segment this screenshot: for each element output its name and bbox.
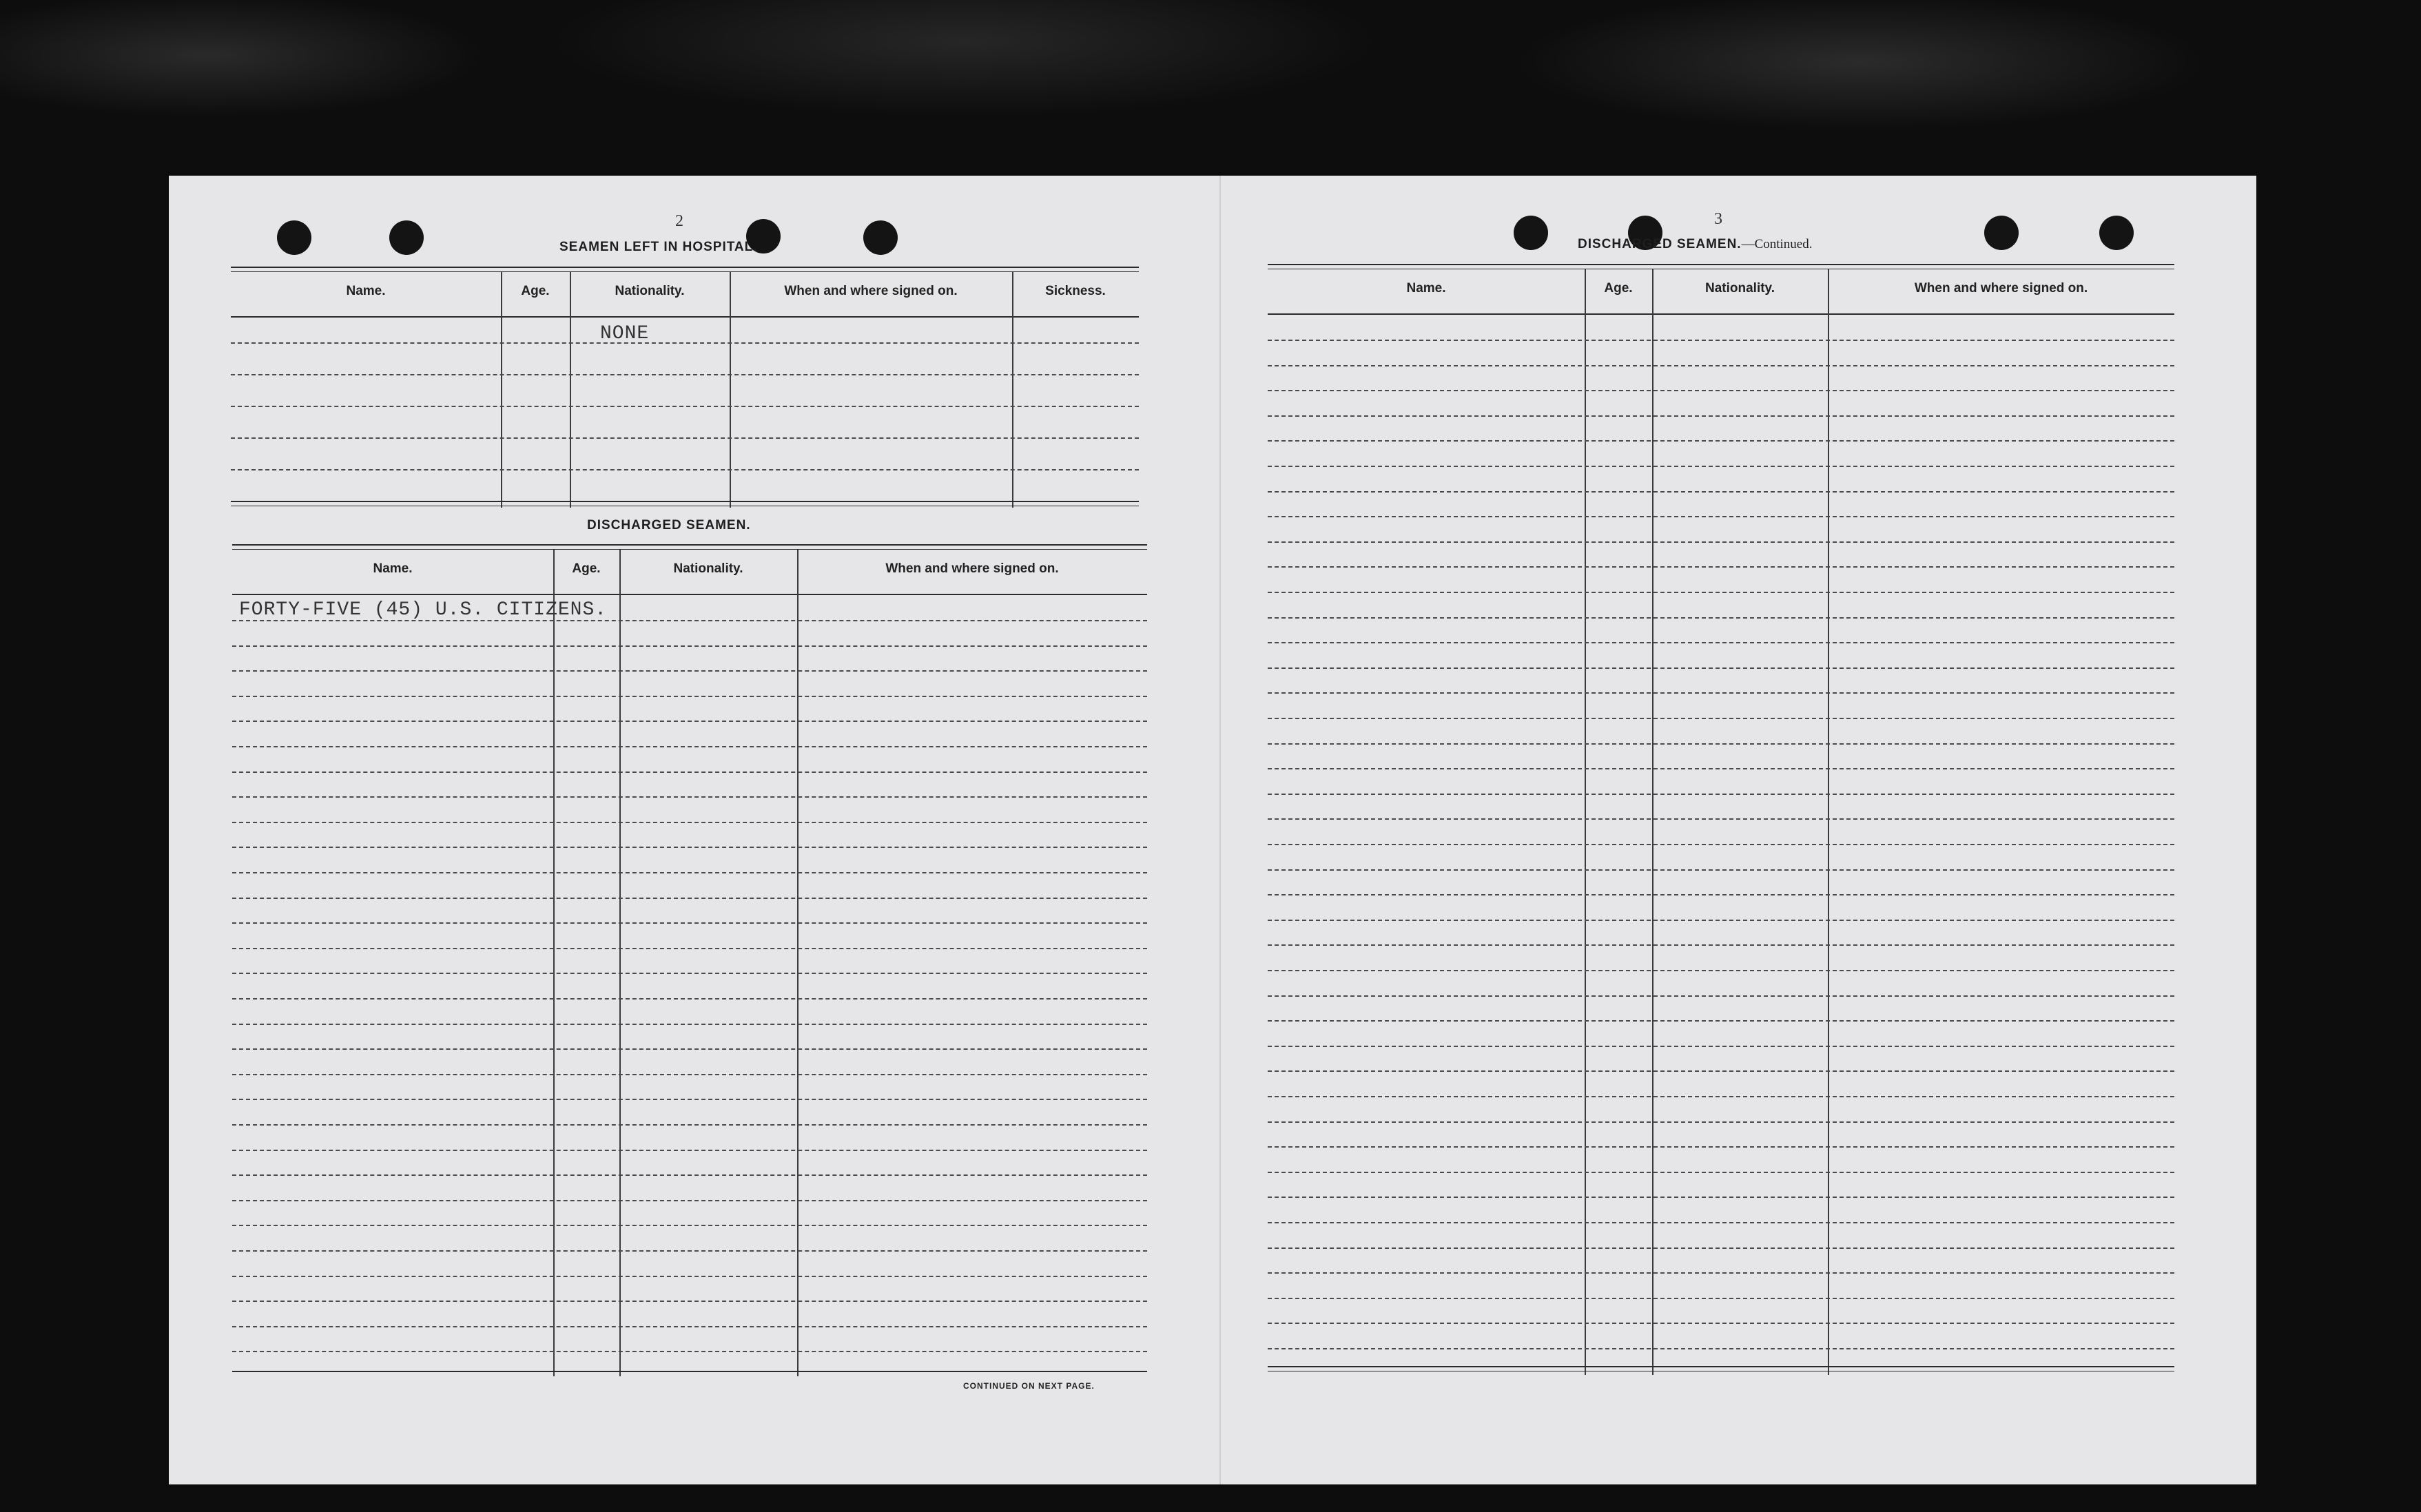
ruled-line <box>1268 1323 2174 1324</box>
ruled-line <box>232 721 1147 722</box>
ruled-line <box>1268 390 2174 391</box>
ruled-line <box>232 1276 1147 1277</box>
ruled-line <box>232 1351 1147 1352</box>
ruled-line <box>1268 1298 2174 1299</box>
ruled-line <box>1268 1272 2174 1274</box>
ruled-line <box>232 1225 1147 1226</box>
discharged-entry: FORTY-FIVE (45) U.S. CITIZENS. <box>239 599 608 621</box>
ruled-line <box>1268 642 2174 643</box>
ruled-line <box>1268 1070 2174 1072</box>
ruled-line <box>1268 541 2174 543</box>
ruled-line <box>1268 1348 2174 1349</box>
ruled-line <box>232 1301 1147 1302</box>
ruled-line <box>1268 768 2174 769</box>
ruled-line <box>1268 1096 2174 1097</box>
ruled-line <box>1268 667 2174 669</box>
col-age: Age. <box>572 561 601 576</box>
ruled-line <box>232 822 1147 823</box>
ruled-line <box>1268 592 2174 593</box>
ruled-line <box>232 998 1147 1000</box>
ruled-line <box>232 1099 1147 1100</box>
col-sickness: Sickness. <box>1045 284 1106 298</box>
col-age: Age. <box>1604 281 1633 296</box>
ruled-line <box>1268 415 2174 417</box>
ruled-line <box>232 872 1147 873</box>
ruled-line <box>232 1326 1147 1327</box>
ruled-line <box>1268 920 2174 921</box>
ruled-line <box>232 1250 1147 1252</box>
ruled-line <box>232 1048 1147 1050</box>
ruled-line <box>1268 1222 2174 1223</box>
col-nationality: Nationality. <box>615 284 685 298</box>
ruled-line <box>1268 491 2174 493</box>
hospital-table <box>231 267 1139 504</box>
punch-hole <box>863 220 898 255</box>
punch-hole <box>1514 216 1548 250</box>
ruled-line <box>232 948 1147 949</box>
ruled-line <box>1268 1247 2174 1249</box>
ruled-line <box>232 1024 1147 1025</box>
page-number-right: 3 <box>1714 210 1722 228</box>
ruled-line <box>1268 1197 2174 1198</box>
right-title-suffix: —Continued. <box>1741 237 1813 251</box>
ruled-line <box>232 1200 1147 1201</box>
ruled-line <box>1268 440 2174 442</box>
ruled-line <box>1268 794 2174 795</box>
right-section-title <box>1578 237 1813 252</box>
col-name: Name. <box>373 561 413 576</box>
scan-background <box>0 0 2421 179</box>
ruled-line <box>232 696 1147 697</box>
ruled-line <box>1268 869 2174 871</box>
ruled-line <box>1268 844 2174 845</box>
ruled-line <box>232 847 1147 848</box>
discharged-section-title: DISCHARGED SEAMEN. <box>587 518 751 532</box>
ruled-line <box>1268 995 2174 997</box>
ruled-line <box>1268 818 2174 820</box>
ruled-line <box>1268 894 2174 895</box>
col-signed-on: When and where signed on. <box>885 561 1059 576</box>
col-name: Name. <box>346 284 386 298</box>
ruled-line <box>1268 566 2174 568</box>
hospital-section-title: SEAMEN LEFT IN HOSPITAL. <box>559 240 758 254</box>
punch-hole <box>2099 216 2134 250</box>
ruled-line <box>232 1124 1147 1126</box>
ruled-line <box>232 1150 1147 1151</box>
ruled-line <box>1268 692 2174 694</box>
ruled-line <box>1268 718 2174 719</box>
ruled-line <box>232 898 1147 899</box>
discharged-table <box>232 544 1147 1374</box>
ruled-line <box>1268 1146 2174 1148</box>
ruled-line <box>232 1174 1147 1176</box>
ruled-line <box>1268 617 2174 619</box>
ruled-line <box>232 922 1147 924</box>
col-nationality: Nationality. <box>1705 281 1775 296</box>
ruled-line <box>1268 944 2174 946</box>
ruled-line <box>1268 1046 2174 1047</box>
ruled-line <box>1268 340 2174 341</box>
ruled-line <box>1268 1172 2174 1173</box>
ruled-line <box>232 796 1147 798</box>
discharged-continued-table <box>1268 264 2174 1373</box>
col-nationality: Nationality. <box>673 561 743 576</box>
continued-note: CONTINUED ON NEXT PAGE. <box>963 1381 1095 1391</box>
right-title-main: DISCHARGED SEAMEN. <box>1578 237 1742 251</box>
page-fold <box>1219 176 1221 1484</box>
punch-hole <box>389 220 424 255</box>
ruled-line <box>232 670 1147 672</box>
col-signed-on: When and where signed on. <box>784 284 958 298</box>
ruled-line <box>1268 516 2174 517</box>
ruled-line <box>232 973 1147 974</box>
ruled-line <box>232 771 1147 773</box>
col-name: Name. <box>1406 281 1446 296</box>
ruled-line <box>232 645 1147 647</box>
ruled-line <box>1268 466 2174 467</box>
ruled-line <box>1268 743 2174 745</box>
ruled-line <box>1268 365 2174 366</box>
ruled-line <box>1268 1020 2174 1022</box>
col-signed-on: When and where signed on. <box>1914 281 2088 296</box>
ruled-line <box>1268 1121 2174 1123</box>
hospital-entry: NONE <box>600 323 650 344</box>
punch-hole <box>1984 216 2019 250</box>
page-number-left: 2 <box>675 212 683 230</box>
ruled-line <box>232 746 1147 747</box>
punch-hole <box>277 220 311 255</box>
ruled-line <box>232 1074 1147 1075</box>
ruled-line <box>1268 970 2174 971</box>
col-age: Age. <box>521 284 550 298</box>
